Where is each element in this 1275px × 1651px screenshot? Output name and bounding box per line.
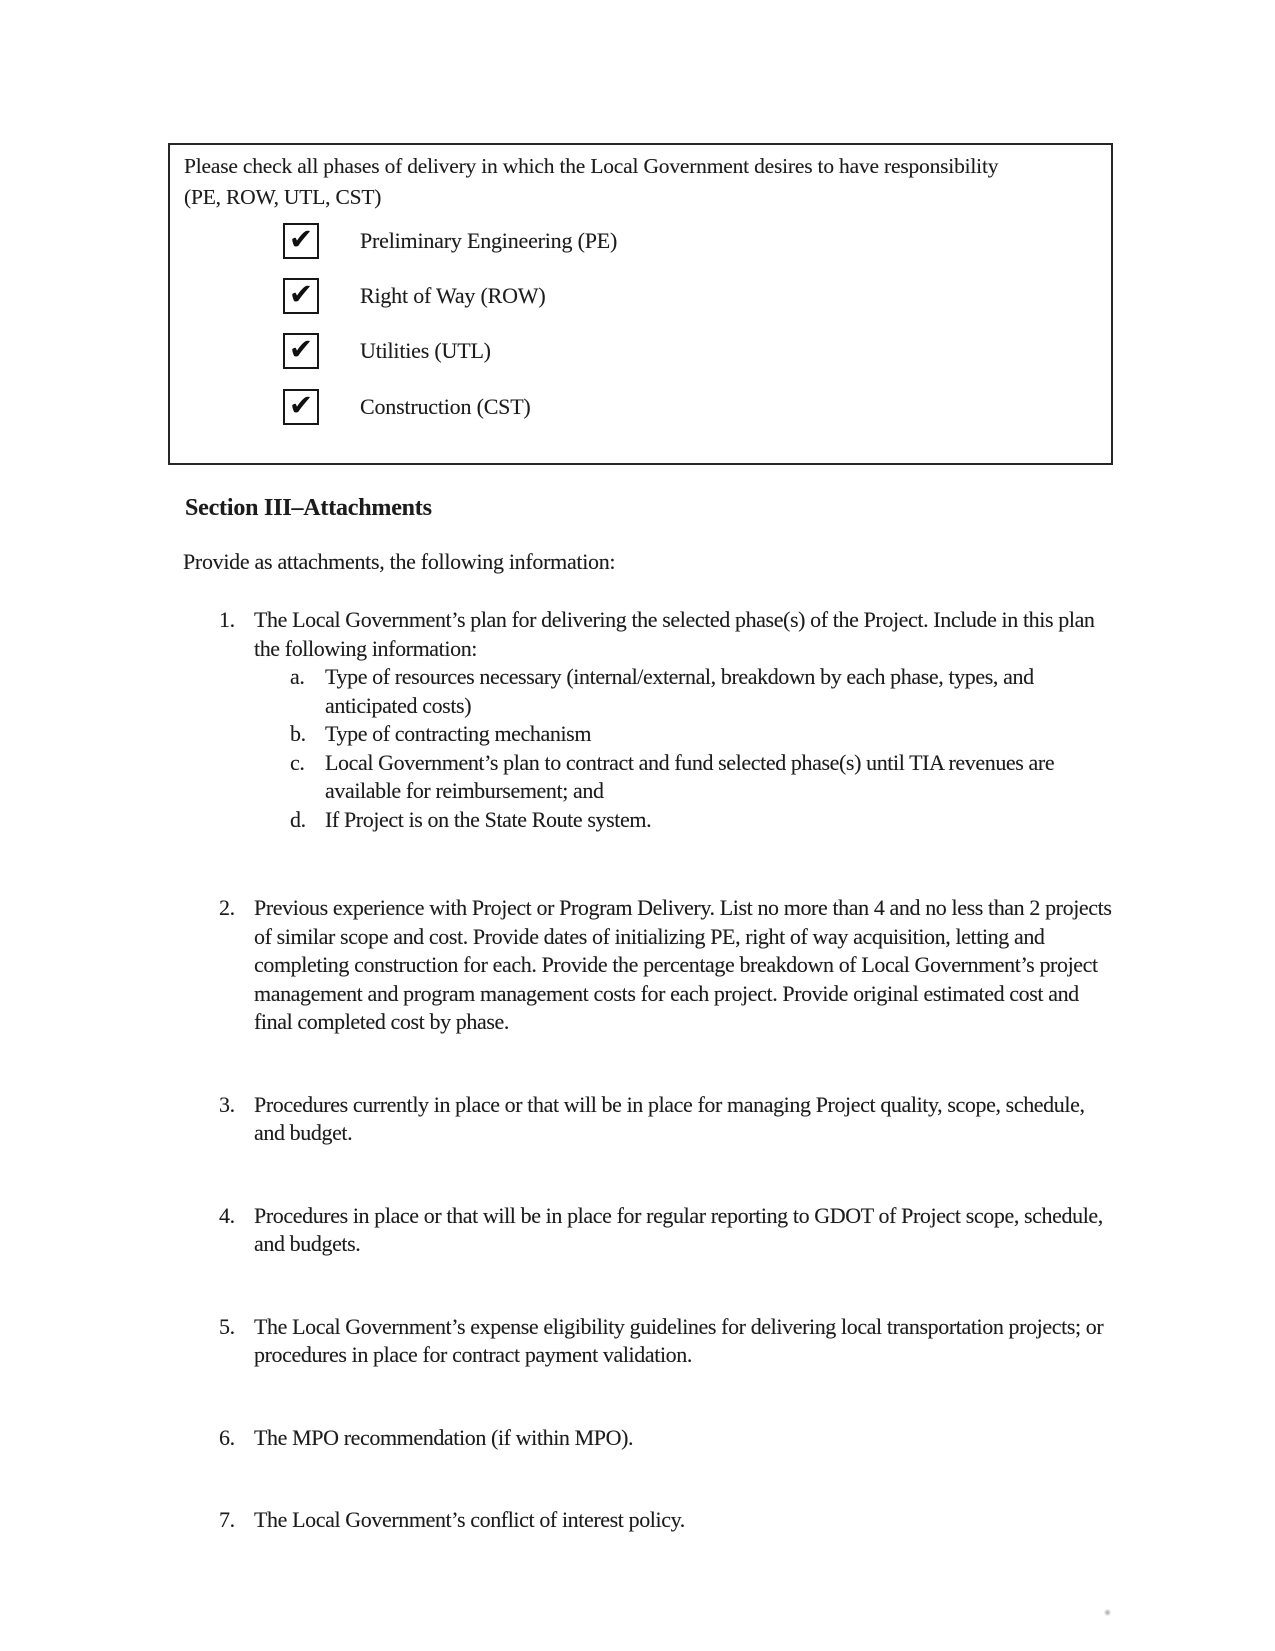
scan-artifact bbox=[1104, 1609, 1111, 1616]
sub-item-1d bbox=[254, 806, 1120, 835]
subitem-text: If Project is on the State Route system. bbox=[325, 806, 652, 832]
subitem-letter: b. bbox=[290, 721, 306, 746]
list-item-2 bbox=[0, 894, 1275, 1037]
section-heading: Section III–Attachments bbox=[185, 495, 432, 521]
list-item-5 bbox=[0, 1313, 1275, 1370]
item-number: 1. bbox=[219, 607, 235, 632]
check-icon: ✔ bbox=[288, 276, 314, 311]
sub-item-1b bbox=[254, 720, 1120, 749]
list-item-7 bbox=[0, 1506, 1275, 1535]
prompt-line-2: (PE, ROW, UTL, CST) bbox=[184, 185, 382, 209]
attachment-list bbox=[0, 606, 1275, 1535]
checkbox-row[interactable] bbox=[283, 278, 319, 314]
item-number: 4. bbox=[219, 1202, 235, 1228]
subitem-text: Local Government’s plan to contract and fund selected phase(s) until TIA revenues are available for reimbursement; and bbox=[325, 749, 1055, 803]
checkbox-label-utl: Utilities (UTL) bbox=[360, 337, 491, 363]
prompt-line-1: Please check all phases of delivery in which the Local Government desires to have responsibility bbox=[184, 154, 999, 178]
phase-option-utl bbox=[283, 332, 491, 369]
item-text: The Local Government’s conflict of interest policy. bbox=[254, 1507, 685, 1532]
item-number: 2. bbox=[219, 895, 235, 920]
subitem-letter: c. bbox=[290, 749, 305, 775]
check-icon: ✔ bbox=[288, 331, 314, 366]
checkbox-utl[interactable] bbox=[283, 333, 319, 369]
checkbox-label-cst: Construction (CST) bbox=[360, 393, 531, 419]
item-text: The Local Government’s expense eligibility guidelines for delivering local transportation projects; or procedures in place for contract payment validation. bbox=[254, 1313, 1104, 1367]
phase-selection-prompt bbox=[184, 151, 998, 213]
checkbox-label-pe: Preliminary Engineering (PE) bbox=[360, 227, 618, 253]
list-item-4 bbox=[0, 1202, 1275, 1259]
phase-option-pe bbox=[283, 222, 617, 259]
phase-option-row bbox=[283, 277, 545, 314]
list-item-6 bbox=[0, 1424, 1275, 1453]
phase-selection-box bbox=[168, 143, 1113, 465]
item-number: 7. bbox=[219, 1507, 235, 1532]
checkbox-pe[interactable] bbox=[283, 223, 319, 259]
subitem-letter: a. bbox=[290, 664, 305, 689]
checkbox-cst[interactable] bbox=[283, 389, 319, 425]
list-item-3 bbox=[0, 1091, 1275, 1148]
subitem-letter: d. bbox=[290, 806, 306, 832]
item-number: 3. bbox=[219, 1091, 235, 1117]
section-intro: Provide as attachments, the following information: bbox=[183, 549, 616, 574]
checkbox-label-row: Right of Way (ROW) bbox=[360, 282, 546, 308]
item-number: 6. bbox=[219, 1424, 235, 1450]
item-number: 5. bbox=[219, 1313, 235, 1339]
check-icon: ✔ bbox=[288, 221, 314, 256]
subitem-text: Type of contracting mechanism bbox=[325, 721, 592, 746]
item-text: The Local Government’s plan for delivering the selected phase(s) of the Project. Include in this plan the following information: bbox=[254, 607, 1095, 661]
list-item-1 bbox=[0, 606, 1275, 834]
item-text: Previous experience with Project or Program Delivery. List no more than 4 and no less than 2 projects of similar scope and cost. Provide dates of initializing PE, right of way acquisition, letting and completing construction for each. Provide the percentage breakdown of Local Government’s project management and program management costs for each project. Provide original estimated cost and final completed cost by phase. bbox=[254, 895, 1112, 1034]
item-text: Procedures in place or that will be in place for regular reporting to GDOT of Project scope, schedule, and budgets. bbox=[254, 1202, 1103, 1256]
item-text: Procedures currently in place or that will be in place for managing Project quality, scope, schedule, and budget. bbox=[254, 1091, 1085, 1145]
sublist-item-1 bbox=[254, 663, 1120, 834]
item-text: The MPO recommendation (if within MPO). bbox=[254, 1424, 634, 1450]
sub-item-1a bbox=[254, 663, 1120, 720]
check-icon: ✔ bbox=[288, 387, 314, 422]
subitem-text: Type of resources necessary (internal/external, breakdown by each phase, types, and anticipated costs) bbox=[325, 664, 1034, 718]
phase-option-cst bbox=[283, 388, 531, 425]
sub-item-1c bbox=[254, 749, 1120, 806]
